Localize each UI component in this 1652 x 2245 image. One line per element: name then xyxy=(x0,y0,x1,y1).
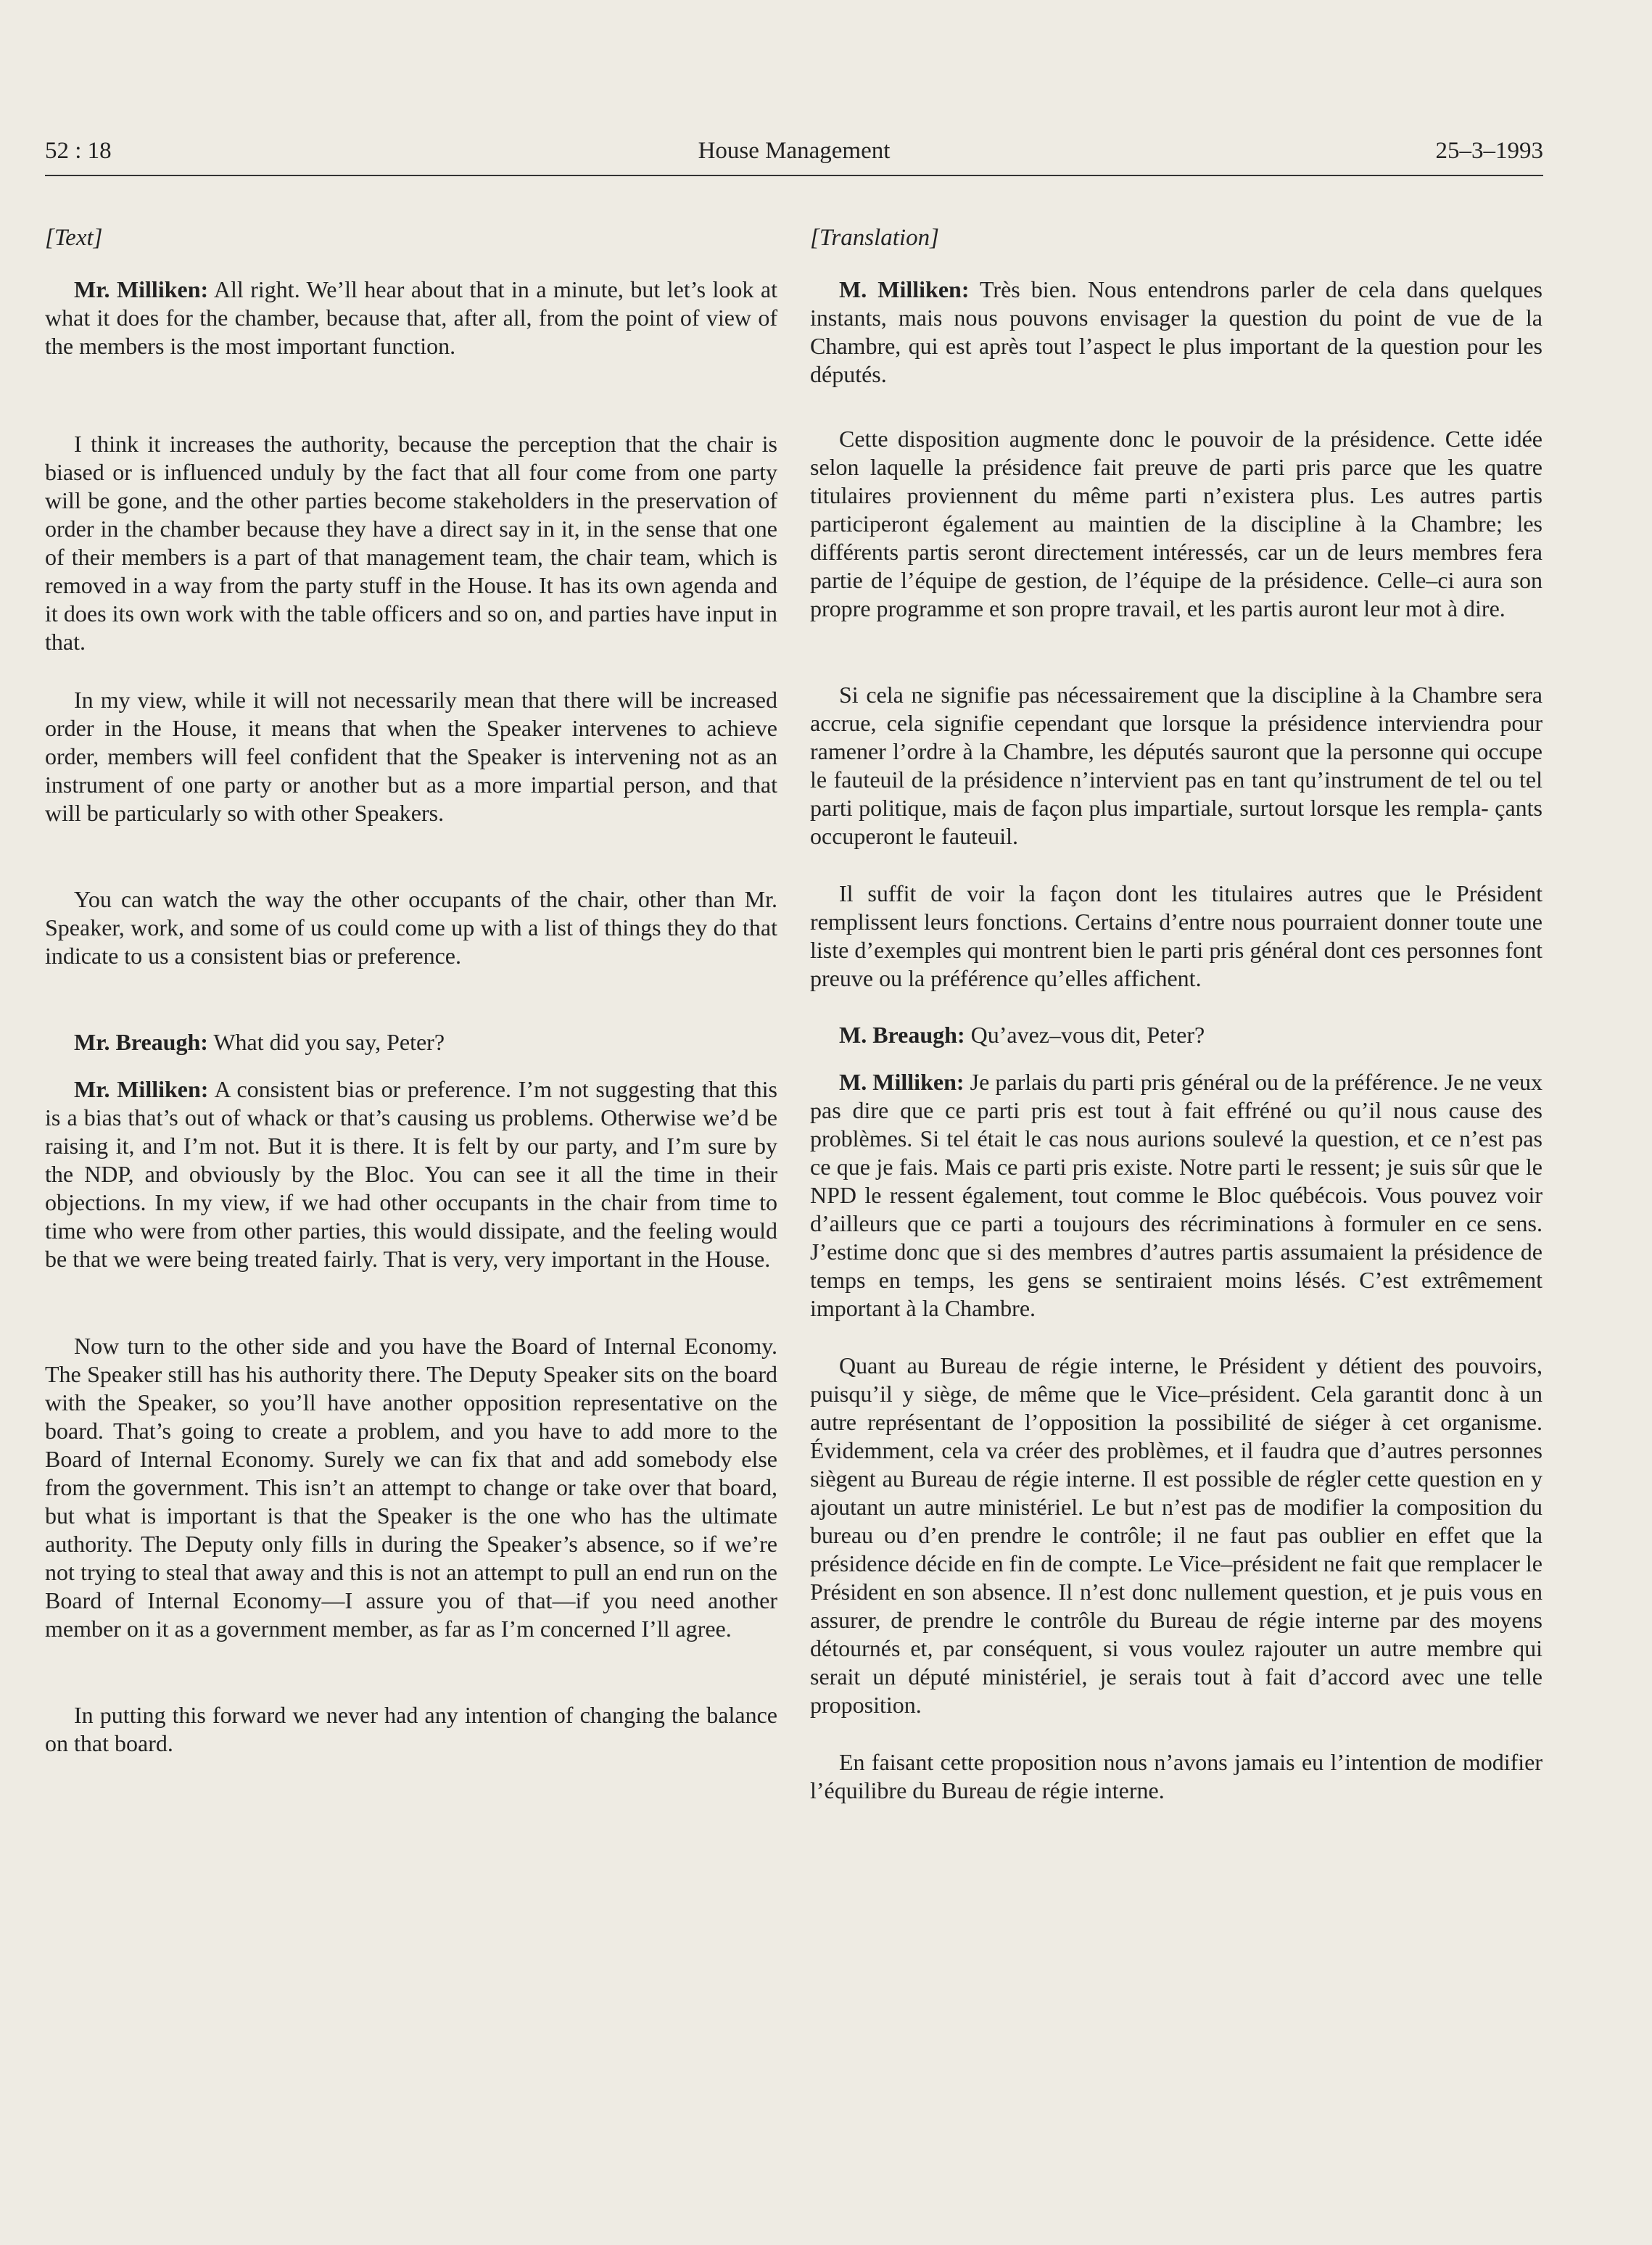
paragraph-text: Quant au Bureau de régie interne, le Président y détient des pouvoirs, puisqu’il y siège, de même que le Vice–président. Cela garantit donc à un autre représentant de l’opposition la possibilité de siéger à cet organisme. Évidemment, cela va créer des problèmes, et il faudra que d’autres personnes siègent au Bureau de régie interne. Il est possible de régler cette question en y ajoutant un autre ministériel. Le but n’est pas de modifier la composition du bureau ou d’en prendre le contrôle; il ne faut pas oublier en effet que la présidence décide en fin de compte. Le Vice–président ne fait que remplacer le Président en son absence. Il n’est donc nullement question, et je puis vous en assurer, de prendre le contrôle du Bureau de régie interne par des moyens détournés et, par conséquent, si vous voulez rajouter un autre membre qui serait un député ministériel, je serais tout à fait d’accord avec une telle proposition. xyxy=(810,1352,1542,1718)
speaker-name: M. Milliken: xyxy=(839,1069,965,1095)
paragraph xyxy=(810,1352,1542,1719)
header-rule xyxy=(45,175,1543,176)
paragraph-text: Cette disposition augmente donc le pouvoir de la présidence. Cette idée selon laquelle la présidence fait preuve de parti pris parce que les quatre titulaires proviennent du même parti n’existera plus. Les autres partis participeront également au maintien de la discipline à la Chambre; les différents partis seront directement intéressés, car un de leurs membres fera partie de l’équipe de gestion, de l’équipe de la présidence. Celle–ci aura son propre programme et son propre travail, et les partis auront leur mot à dire. xyxy=(810,426,1542,621)
paragraph xyxy=(45,1701,777,1758)
paragraph-text: A consistent bias or preference. I’m not suggesting that this is a bias that’s out of whack or that’s causing us problems. Otherwise we’d be raising it, and I’m not. But it is there. It is felt by our party, and I’m sure by the NDP, and obviously by the Bloc. You can see it all the time in their objections. In my view, if we had other occupants in the chair from time to time who were from other parties, this would dissipate, and the feeling would be that we were being treated fairly. That is very, very important in the House. xyxy=(45,1076,778,1272)
paragraph-text: Il suffit de voir la façon dont les titulaires autres que le Président remplissent leurs fonctions. Certains d’entre nous pourraient donner toute une liste d’exemples qui montrent bien le parti pris général dont ces personnes font preuve ou la préférence qu’elles affichent. xyxy=(810,880,1542,991)
paragraph-text: I think it increases the authority, because the perception that the chair is biased or is influenced unduly by the fact that all four come from one party will be gone, and the other parties become stakeholders in the preservation of order in the chamber because they have a direct say in it, in the sense that one of their members is a part of that management team, the chair team, which is removed in a way from the party stuff in the House. It has its own agenda and it does its own work with the table officers and so on, and parties have input in that. xyxy=(45,431,777,655)
paragraph-text: Qu’avez–vous dit, Peter? xyxy=(965,1022,1205,1048)
paragraph xyxy=(45,1332,777,1643)
paragraph xyxy=(810,880,1542,993)
english-column xyxy=(45,222,777,1758)
speaker-name: M. Milliken: xyxy=(839,276,970,302)
paragraph xyxy=(810,681,1542,851)
paragraph-text: Je parlais du parti pris général ou de la préférence. Je ne veux pas dire que ce parti pris est tout à fait effréné ou qu’il nous cause des problèmes. Si tel était le cas nous aurions soulevé la question, et ce n’est pas ce que je fais. Mais ce parti pris existe. Notre parti le ressent; je suis sûr que le NPD le ressent également, tout comme le Bloc québécois. Vous pouvez voir d’ailleurs que ce parti a toujours des récriminations à formuler en ce sens. J’estime donc que si des membres d’autres partis assumaient la présidence de temps en temps, les gens se sentiraient moins lésés. C’est extrêmement important à la Chambre. xyxy=(810,1069,1543,1321)
paragraph xyxy=(810,425,1542,623)
paragraph xyxy=(45,430,777,656)
paragraph xyxy=(810,1021,1542,1049)
page-title: House Management xyxy=(698,138,891,164)
paragraph-text: Si cela ne signifie pas nécessairement que la discipline à la Chambre sera accrue, cela signifie cependant que lorsque la présidence interviendra pour ramener l’ordre à la Chambre, les députés sauront que la personne qui occupe le fauteuil de la présidence n’intervient pas en tant qu’instrument de tel ou tel parti politique, mais de façon plus impartiale, surtout lorsque les rempla- çants occuperont le fauteuil. xyxy=(810,682,1542,849)
paragraph xyxy=(810,1068,1542,1323)
paragraph-text: In my view, while it will not necessarily mean that there will be increased order in the House, it means that when the Speaker intervenes to achieve order, members will feel confident that the Speaker is intervening not as an instrument of one party or another but as a more impartial person, and that will be particularly so with other Speakers. xyxy=(45,687,777,826)
page-number: 52 : 18 xyxy=(45,138,112,164)
page-header xyxy=(45,135,1543,175)
paragraph xyxy=(810,276,1542,389)
paragraph xyxy=(45,686,777,827)
paragraph-text: En faisant cette proposition nous n’avons jamais eu l’intention de modifier l’équilibre du Bureau de régie interne. xyxy=(810,1749,1542,1803)
paragraph-text: In putting this forward we never had any intention of changing the balance on that board. xyxy=(45,1702,777,1756)
paragraph xyxy=(810,1748,1542,1805)
paragraph xyxy=(45,1028,777,1057)
paragraph-text: What did you say, Peter? xyxy=(207,1029,445,1055)
speaker-name: Mr. Breaugh: xyxy=(74,1029,208,1055)
page-date: 25–3–1993 xyxy=(1435,138,1543,164)
column-tag: [Text] xyxy=(45,225,103,251)
speaker-name: Mr. Milliken: xyxy=(74,1076,209,1102)
paragraph-text: Now turn to the other side and you have the Board of Internal Economy. The Speaker still has his authority there. The Deputy Speaker sits on the board with the Speaker, so you’ll have another opposition representative on the board. That’s going to create a problem, and you have to add more to the Board of Internal Economy. Surely we can fix that and add somebody else from the government. This isn’t an attempt to change or take over that board, but what is important is that the Speaker is the one who has the ultimate authority. The Deputy only fills in during the Speaker’s absence, so if we’re not trying to steal that away and this is not an attempt to pull an end run on the Board of Internal Economy—I assure you of that—if you need another member on it as a government member, as far as I’m concerned I’ll agree. xyxy=(45,1333,777,1642)
paragraph xyxy=(45,1075,777,1273)
speaker-name: Mr. Milliken: xyxy=(74,276,209,302)
paragraph-text: Très bien. Nous entendrons parler de cela dans quelques instants, mais nous pouvons envisager la question du point de vue de la Chambre, qui est après tout l’aspect le plus important de la question pour les députés. xyxy=(810,276,1543,387)
paragraph xyxy=(45,276,777,360)
french-column xyxy=(810,222,1542,1805)
speaker-name: M. Breaugh: xyxy=(839,1022,965,1048)
paragraph-text: All right. We’ll hear about that in a minute, but let’s look at what it does for the chamber, because that, after all, from the point of view of the members is the most important function. xyxy=(45,276,778,359)
paragraph-text: You can watch the way the other occupants of the chair, other than Mr. Speaker, work, and some of us could come up with a list of things they do that indicate to us a consistent bias or preference. xyxy=(45,886,777,969)
column-tag: [Translation] xyxy=(810,225,939,251)
paragraph xyxy=(45,885,777,970)
